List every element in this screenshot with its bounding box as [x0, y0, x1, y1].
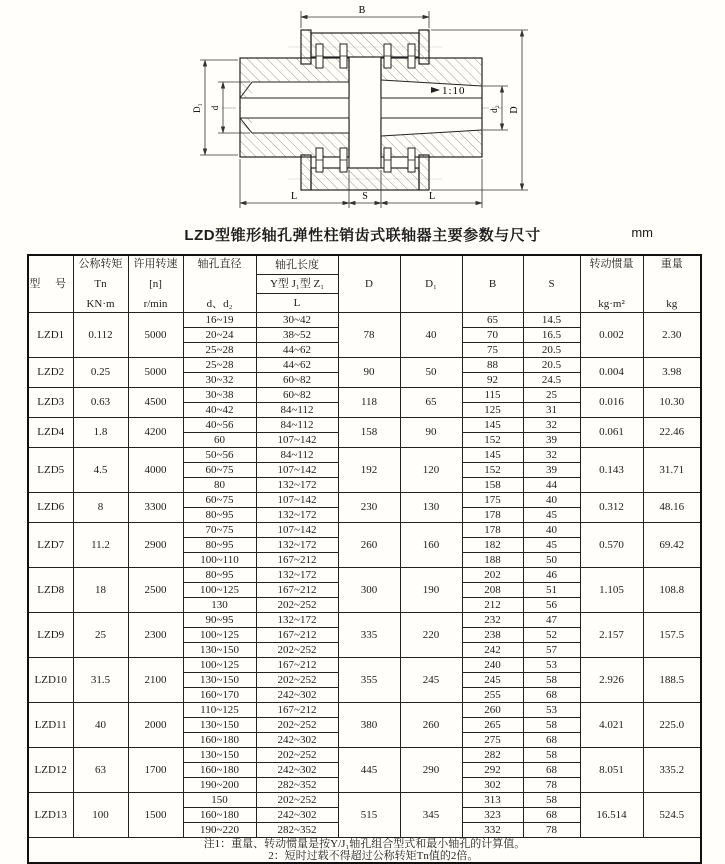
- cell-bore-diameter: 130: [183, 598, 256, 613]
- cell-bore-diameter: 150: [183, 793, 256, 808]
- cell-bore-length: 167~212: [256, 553, 338, 568]
- table-row: [28, 613, 701, 628]
- taper-label: 1:10: [442, 85, 466, 97]
- table-row: [28, 793, 701, 808]
- cell-B: 332: [462, 823, 523, 838]
- cell-weight: 22.46: [643, 418, 701, 448]
- cell-bore-length: 44~62: [256, 343, 338, 358]
- cell-bore-length: 282~352: [256, 823, 338, 838]
- cell-model: LZD6: [28, 493, 73, 523]
- cell-model: LZD9: [28, 613, 73, 658]
- header-bore-len-types: Y型 J₁型 Z₁: [257, 274, 338, 293]
- cell-inertia: 0.016: [580, 388, 643, 418]
- header-torque-line2: Tn: [94, 277, 107, 290]
- dim-label-d: d: [210, 105, 220, 111]
- cell-bore-length: 282~352: [256, 778, 338, 793]
- cell-S: 45: [523, 538, 580, 553]
- cell-S: 68: [523, 808, 580, 823]
- cell-inertia: 4.021: [580, 703, 643, 748]
- cell-S: 24.5: [523, 373, 580, 388]
- cell-bore-diameter: 100~125: [183, 583, 256, 598]
- cell-bore-diameter: 110~125: [183, 703, 256, 718]
- cell-bore-length: 242~302: [256, 733, 338, 748]
- dim-label-L-left: L: [290, 191, 298, 202]
- cell-S: 20.5: [523, 343, 580, 358]
- header-torque: [73, 255, 128, 313]
- cell-bore-length: 38~52: [256, 328, 338, 343]
- table-row: [28, 748, 701, 763]
- cell-speed: 2900: [128, 523, 183, 568]
- cell-S: 68: [523, 733, 580, 748]
- header-speed-line1: 许用转速: [133, 258, 178, 270]
- cell-B: 245: [462, 673, 523, 688]
- cell-speed: 3300: [128, 493, 183, 523]
- cell-S: 47: [523, 613, 580, 628]
- cell-B: 115: [462, 388, 523, 403]
- dim-label-L-right: L: [428, 191, 436, 202]
- cell-model: LZD12: [28, 748, 73, 793]
- table-row: [28, 493, 701, 508]
- header-speed: [128, 255, 183, 313]
- cell-speed: 4500: [128, 388, 183, 418]
- table-row: [28, 418, 701, 433]
- top-sleeve-left-cap: [301, 30, 311, 64]
- cell-speed: 1700: [128, 748, 183, 793]
- header-B: B: [462, 255, 523, 313]
- cell-B: 175: [462, 493, 523, 508]
- cell-B: 313: [462, 793, 523, 808]
- cell-bore-length: 202~252: [256, 673, 338, 688]
- parameters-table: [27, 254, 702, 864]
- cell-S: 45: [523, 508, 580, 523]
- cell-D: 355: [338, 658, 400, 703]
- header-model: 型 号: [28, 255, 73, 313]
- cell-speed: 4200: [128, 418, 183, 448]
- cell-S: 50: [523, 553, 580, 568]
- cell-D: 90: [338, 358, 400, 388]
- cell-B: 65: [462, 313, 523, 328]
- cell-bore-length: 132~172: [256, 538, 338, 553]
- cell-model: LZD5: [28, 448, 73, 493]
- top-sleeve: [311, 33, 419, 57]
- cell-D: 335: [338, 613, 400, 658]
- cell-bore-diameter: 70~75: [183, 523, 256, 538]
- cell-weight: 2.30: [643, 313, 701, 358]
- cell-bore-length: 107~142: [256, 523, 338, 538]
- cell-S: 16.5: [523, 328, 580, 343]
- cell-speed: 5000: [128, 313, 183, 358]
- header-bore-diameter: [183, 255, 256, 313]
- cell-bore-length: 132~172: [256, 508, 338, 523]
- cell-torque: 25: [73, 613, 128, 658]
- cell-model: LZD13: [28, 793, 73, 838]
- cell-S: 46: [523, 568, 580, 583]
- cell-torque: 100: [73, 793, 128, 838]
- title-row: [0, 224, 725, 250]
- cell-bore-diameter: 25~28: [183, 358, 256, 373]
- cell-D1: 220: [400, 613, 462, 658]
- cell-B: 88: [462, 358, 523, 373]
- cell-bore-length: 167~212: [256, 628, 338, 643]
- note-1: 注1：重量、转动惯量是按Y/J₁轴孔组合型式和最小轴孔的计算值。: [203, 838, 526, 850]
- coupling-section-view: [0, 0, 725, 218]
- cell-B: 260: [462, 703, 523, 718]
- cell-S: 58: [523, 673, 580, 688]
- cell-S: 51: [523, 583, 580, 598]
- table-row: [28, 388, 701, 403]
- cell-D: 230: [338, 493, 400, 523]
- bottom-sleeve: [311, 168, 419, 190]
- dim-label-D1: D₁: [192, 103, 202, 113]
- cell-model: LZD8: [28, 568, 73, 613]
- cell-D1: 130: [400, 493, 462, 523]
- cell-B: 238: [462, 628, 523, 643]
- cell-bore-length: 167~212: [256, 703, 338, 718]
- cell-bore-diameter: 190~200: [183, 778, 256, 793]
- cell-bore-diameter: 160~180: [183, 763, 256, 778]
- cell-S: 78: [523, 778, 580, 793]
- header-torque-line1: 公称转矩: [78, 258, 123, 270]
- cell-bore-diameter: 60~75: [183, 463, 256, 478]
- cell-B: 208: [462, 583, 523, 598]
- cell-bore-length: 202~252: [256, 793, 338, 808]
- bottom-sleeve-right-cap: [419, 155, 429, 190]
- table-body: [28, 313, 701, 838]
- coupling-drawing: [0, 0, 725, 218]
- cell-D: 192: [338, 448, 400, 493]
- note-2: 2：短时过载不得超过公称转矩Tn值的2倍。: [268, 850, 479, 863]
- cell-B: 75: [462, 343, 523, 358]
- cell-bore-length: 107~142: [256, 463, 338, 478]
- cell-bore-length: 60~82: [256, 388, 338, 403]
- cell-model: LZD3: [28, 388, 73, 418]
- header-weight-line1: 重量: [660, 258, 683, 270]
- cell-bore-diameter: 130~150: [183, 718, 256, 733]
- cell-speed: 2100: [128, 658, 183, 703]
- header-bore-dia-line1: 轴孔直径: [197, 258, 242, 270]
- cell-bore-length: 132~172: [256, 478, 338, 493]
- cell-inertia: 0.312: [580, 493, 643, 523]
- table-row: [28, 358, 701, 373]
- cell-bore-diameter: 160~180: [183, 808, 256, 823]
- header-S: S: [523, 255, 580, 313]
- cell-B: 265: [462, 718, 523, 733]
- cell-weight: 31.71: [643, 448, 701, 493]
- cell-bore-diameter: 40~56: [183, 418, 256, 433]
- cell-B: 152: [462, 433, 523, 448]
- cell-S: 44: [523, 478, 580, 493]
- cell-torque: 18: [73, 568, 128, 613]
- cell-bore-length: 132~172: [256, 568, 338, 583]
- cell-B: 240: [462, 658, 523, 673]
- bottom-sleeve-left-cap: [301, 155, 311, 190]
- cell-bore-diameter: 80~95: [183, 538, 256, 553]
- cell-B: 232: [462, 613, 523, 628]
- header-speed-line2: [n]: [149, 277, 162, 290]
- cell-weight: 69.42: [643, 523, 701, 568]
- cell-S: 58: [523, 718, 580, 733]
- cell-D1: 260: [400, 703, 462, 748]
- header-inertia-line2: kg·m²: [598, 297, 625, 310]
- cell-bore-diameter: 130~150: [183, 673, 256, 688]
- header-D: D: [338, 255, 400, 313]
- cell-B: 158: [462, 478, 523, 493]
- cell-torque: 63: [73, 748, 128, 793]
- cell-S: 31: [523, 403, 580, 418]
- dim-label-B: B: [358, 5, 366, 16]
- cell-model: LZD11: [28, 703, 73, 748]
- cell-weight: 48.16: [643, 493, 701, 523]
- cell-B: 178: [462, 508, 523, 523]
- cell-D: 380: [338, 703, 400, 748]
- unit-label: mm: [631, 225, 653, 240]
- cell-speed: 2300: [128, 613, 183, 658]
- cell-bore-length: 242~302: [256, 808, 338, 823]
- cell-B: 70: [462, 328, 523, 343]
- cell-D1: 245: [400, 658, 462, 703]
- page-title: LZD型锥形轴孔弹性柱销齿式联轴器主要参数与尺寸: [184, 227, 541, 244]
- cell-inertia: 0.004: [580, 358, 643, 388]
- cell-S: 58: [523, 793, 580, 808]
- dim-label-S: S: [362, 191, 368, 202]
- cell-S: 25: [523, 388, 580, 403]
- cell-weight: 225.0: [643, 703, 701, 748]
- cell-B: 152: [462, 463, 523, 478]
- cell-bore-length: 107~142: [256, 433, 338, 448]
- cell-S: 68: [523, 763, 580, 778]
- cell-torque: 8: [73, 493, 128, 523]
- cell-S: 20.5: [523, 358, 580, 373]
- cell-B: 178: [462, 523, 523, 538]
- cell-weight: 524.5: [643, 793, 701, 838]
- cell-D1: 90: [400, 418, 462, 448]
- cell-bore-diameter: 100~110: [183, 553, 256, 568]
- cell-S: 52: [523, 628, 580, 643]
- cell-S: 32: [523, 418, 580, 433]
- cell-S: 57: [523, 643, 580, 658]
- cell-B: 145: [462, 448, 523, 463]
- cell-speed: 2000: [128, 703, 183, 748]
- cell-B: 202: [462, 568, 523, 583]
- cell-D1: 120: [400, 448, 462, 493]
- cell-bore-length: 30~42: [256, 313, 338, 328]
- top-sleeve-right-cap: [419, 30, 429, 64]
- dim-label-d2: d₂: [489, 105, 499, 113]
- cell-inertia: 0.002: [580, 313, 643, 358]
- cell-S: 32: [523, 448, 580, 463]
- cell-bore-diameter: 80~95: [183, 508, 256, 523]
- header-bore-len-L: L: [257, 293, 338, 312]
- header-torque-line3: KN·m: [86, 297, 115, 310]
- header-inertia-line1: 转动惯量: [589, 258, 634, 270]
- table-row: [28, 448, 701, 463]
- cell-bore-diameter: 30~38: [183, 388, 256, 403]
- table-row: [28, 523, 701, 538]
- cell-B: 145: [462, 418, 523, 433]
- cell-bore-diameter: 130~150: [183, 643, 256, 658]
- cell-bore-diameter: 30~32: [183, 373, 256, 388]
- cell-inertia: 0.570: [580, 523, 643, 568]
- cell-speed: 1500: [128, 793, 183, 838]
- table-notes: [28, 838, 701, 864]
- cell-speed: 4000: [128, 448, 183, 493]
- cell-bore-diameter: 40~42: [183, 403, 256, 418]
- cell-torque: 11.2: [73, 523, 128, 568]
- cell-torque: 4.5: [73, 448, 128, 493]
- cell-S: 39: [523, 463, 580, 478]
- cell-inertia: 0.143: [580, 448, 643, 493]
- cell-bore-diameter: 160~180: [183, 733, 256, 748]
- cell-bore-length: 60~82: [256, 373, 338, 388]
- cell-D: 118: [338, 388, 400, 418]
- left-bore: [252, 82, 349, 133]
- cell-inertia: 16.514: [580, 793, 643, 838]
- table-row: [28, 313, 701, 328]
- cell-bore-length: 167~212: [256, 583, 338, 598]
- cell-speed: 2500: [128, 568, 183, 613]
- cell-model: LZD7: [28, 523, 73, 568]
- cell-torque: 0.112: [73, 313, 128, 358]
- cell-S: 53: [523, 703, 580, 718]
- cell-bore-diameter: 100~125: [183, 628, 256, 643]
- table-row: [28, 703, 701, 718]
- cell-weight: 10.30: [643, 388, 701, 418]
- cell-B: 275: [462, 733, 523, 748]
- cell-bore-diameter: 20~24: [183, 328, 256, 343]
- cell-S: 56: [523, 598, 580, 613]
- cell-B: 182: [462, 538, 523, 553]
- cell-bore-diameter: 190~220: [183, 823, 256, 838]
- cell-bore-length: 202~252: [256, 643, 338, 658]
- cell-B: 242: [462, 643, 523, 658]
- cell-weight: 3.98: [643, 358, 701, 388]
- dim-label-D: D: [509, 106, 520, 114]
- cell-D1: 345: [400, 793, 462, 838]
- header-bore-len-title: 轴孔长度: [275, 258, 319, 271]
- cell-inertia: 0.061: [580, 418, 643, 448]
- cell-B: 292: [462, 763, 523, 778]
- cell-S: 68: [523, 688, 580, 703]
- table-header: [28, 255, 701, 313]
- header-bore-length: [256, 255, 338, 313]
- cell-S: 53: [523, 658, 580, 673]
- header-weight-line2: kg: [666, 297, 678, 310]
- cell-weight: 157.5: [643, 613, 701, 658]
- cell-B: 92: [462, 373, 523, 388]
- cell-inertia: 2.926: [580, 658, 643, 703]
- cell-bore-length: 202~252: [256, 598, 338, 613]
- table-row: [28, 568, 701, 583]
- cell-D: 78: [338, 313, 400, 358]
- cell-bore-diameter: 130~150: [183, 748, 256, 763]
- cell-bore-length: 132~172: [256, 613, 338, 628]
- cell-bore-length: 84~112: [256, 448, 338, 463]
- cell-bore-length: 242~302: [256, 763, 338, 778]
- cell-bore-diameter: 100~125: [183, 658, 256, 673]
- cell-B: 212: [462, 598, 523, 613]
- cell-bore-length: 202~252: [256, 748, 338, 763]
- cell-B: 255: [462, 688, 523, 703]
- cell-torque: 0.25: [73, 358, 128, 388]
- cell-torque: 40: [73, 703, 128, 748]
- header-bore-dia-line2: d、d₂: [206, 297, 233, 310]
- cell-bore-length: 202~252: [256, 718, 338, 733]
- cell-D1: 40: [400, 313, 462, 358]
- cell-bore-diameter: 80: [183, 478, 256, 493]
- cell-S: 40: [523, 493, 580, 508]
- cell-weight: 335.2: [643, 748, 701, 793]
- cell-bore-diameter: 60: [183, 433, 256, 448]
- cell-speed: 5000: [128, 358, 183, 388]
- cell-inertia: 1.105: [580, 568, 643, 613]
- cell-torque: 0.63: [73, 388, 128, 418]
- cell-torque: 1.8: [73, 418, 128, 448]
- cell-bore-length: 107~142: [256, 493, 338, 508]
- cell-inertia: 2.157: [580, 613, 643, 658]
- table-row: [28, 658, 701, 673]
- header-inertia: [580, 255, 643, 313]
- cell-model: LZD4: [28, 418, 73, 448]
- cell-bore-diameter: 160~170: [183, 688, 256, 703]
- cell-B: 323: [462, 808, 523, 823]
- cell-D: 515: [338, 793, 400, 838]
- cell-D: 300: [338, 568, 400, 613]
- cell-bore-length: 84~112: [256, 418, 338, 433]
- cell-S: 40: [523, 523, 580, 538]
- header-speed-line3: r/min: [143, 297, 168, 310]
- cell-D1: 290: [400, 748, 462, 793]
- cell-B: 282: [462, 748, 523, 763]
- cell-D: 445: [338, 748, 400, 793]
- cell-D1: 65: [400, 388, 462, 418]
- cell-D1: 160: [400, 523, 462, 568]
- cell-weight: 108.8: [643, 568, 701, 613]
- cell-B: 302: [462, 778, 523, 793]
- cell-weight: 188.5: [643, 658, 701, 703]
- cell-inertia: 8.051: [580, 748, 643, 793]
- cell-D: 260: [338, 523, 400, 568]
- cell-bore-diameter: 16~19: [183, 313, 256, 328]
- cell-torque: 31.5: [73, 658, 128, 703]
- cell-bore-diameter: 90~95: [183, 613, 256, 628]
- cell-S: 14.5: [523, 313, 580, 328]
- cell-S: 39: [523, 433, 580, 448]
- cell-bore-length: 167~212: [256, 658, 338, 673]
- cell-bore-length: 44~62: [256, 358, 338, 373]
- cell-D1: 190: [400, 568, 462, 613]
- cell-bore-length: 84~112: [256, 403, 338, 418]
- cell-B: 125: [462, 403, 523, 418]
- cell-D1: 50: [400, 358, 462, 388]
- cell-bore-diameter: 50~56: [183, 448, 256, 463]
- cell-bore-diameter: 60~75: [183, 493, 256, 508]
- header-weight: [643, 255, 701, 313]
- cell-bore-length: 242~302: [256, 688, 338, 703]
- cell-S: 58: [523, 748, 580, 763]
- cell-B: 188: [462, 553, 523, 568]
- cell-model: LZD10: [28, 658, 73, 703]
- cell-D: 158: [338, 418, 400, 448]
- cell-bore-diameter: 80~95: [183, 568, 256, 583]
- header-D1: D₁: [400, 255, 462, 313]
- cell-model: LZD1: [28, 313, 73, 358]
- cell-S: 78: [523, 823, 580, 838]
- cell-bore-diameter: 25~28: [183, 343, 256, 358]
- cell-model: LZD2: [28, 358, 73, 388]
